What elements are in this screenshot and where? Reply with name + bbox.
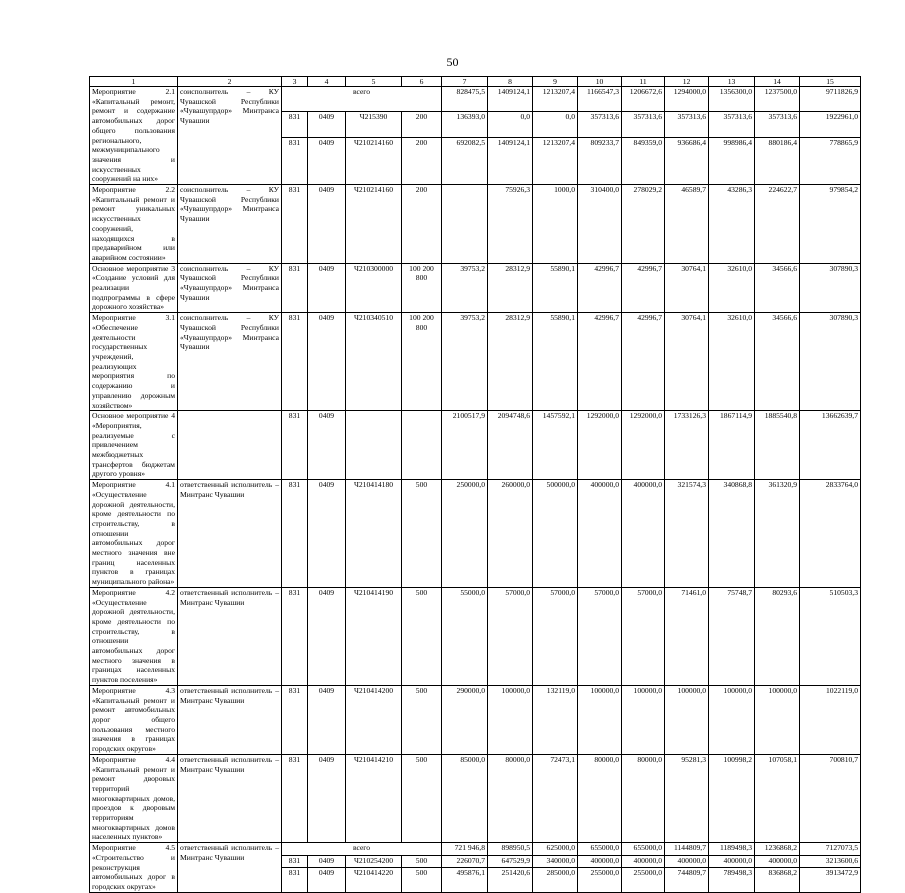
year-value-cell: 100000,0 (755, 685, 800, 754)
column-header: 4 (308, 77, 346, 87)
table-row (90, 263, 861, 313)
table-row (90, 313, 861, 411)
measure-description: Мероприятие 4.1 «Осуществление дорожной деятельности, кроме деятельности по строительству, в отношении автомобильных дорог местного значения вне границ населенных пунктов в границах муниципального района» (90, 480, 178, 588)
expense-type-code: 500 (402, 480, 442, 588)
year-value-cell: 1292000,0 (622, 411, 665, 480)
year-value-cell: 224622,7 (755, 185, 800, 264)
year-value-cell: 1144809,7 (665, 843, 709, 855)
year-value-cell: 28312,9 (488, 313, 533, 411)
year-value-cell: 1237500,0 (755, 87, 800, 112)
measure-description: Мероприятие 3.1 «Обеспечение деятельности государственных учреждений, реализующих мероприятия по содержанию и управлению дорожным хозяйством» (90, 313, 178, 411)
column-header: 6 (402, 77, 442, 87)
year-value-cell: 357313,6 (755, 112, 800, 137)
table-row (90, 480, 861, 588)
year-value-cell: 400000,0 (622, 480, 665, 588)
year-value-cell: 1867114,9 (709, 411, 755, 480)
year-value-cell: 100000,0 (578, 685, 622, 754)
year-value-cell: 80000,0 (622, 754, 665, 842)
year-value-cell: 95281,3 (665, 754, 709, 842)
year-value-cell: 400000,0 (665, 855, 709, 867)
year-value-cell: 43286,3 (709, 185, 755, 264)
year-value-cell: 2094748,6 (488, 411, 533, 480)
responsible-executor: ответственный исполнитель – Минтранс Чувашии (178, 685, 282, 754)
column-header: 8 (488, 77, 533, 87)
expense-type-code (402, 411, 442, 480)
year-value-cell: 1213207,4 (533, 137, 578, 184)
year-value-cell: 400000,0 (755, 855, 800, 867)
target-article-code: Ч210254200 (346, 855, 402, 867)
grbs-code: 831 (282, 587, 308, 685)
grbs-code: 831 (282, 685, 308, 754)
year-value-cell: 647529,9 (488, 855, 533, 867)
year-value-cell: 55000,0 (442, 587, 488, 685)
total-value-cell: 3213600,6 (800, 855, 861, 867)
section-code: 0409 (308, 587, 346, 685)
column-header: 10 (578, 77, 622, 87)
year-value-cell: 400000,0 (578, 855, 622, 867)
grbs-code: 831 (282, 855, 308, 867)
year-value-cell: 71461,0 (665, 587, 709, 685)
expense-type-code: 500 (402, 754, 442, 842)
responsible-executor: соисполнитель – КУ Чувашской Республики «Чувашупрдор» Минтранса Чувашии (178, 87, 282, 185)
year-value-cell: 310400,0 (578, 185, 622, 264)
page-number: 50 (446, 55, 459, 69)
total-label: всего (282, 843, 442, 855)
year-value-cell: 100000,0 (665, 685, 709, 754)
year-value-cell: 1292000,0 (578, 411, 622, 480)
year-value-cell: 100000,0 (488, 685, 533, 754)
year-value-cell: 1166547,3 (578, 87, 622, 112)
grbs-code: 831 (282, 313, 308, 411)
section-code: 0409 (308, 411, 346, 480)
year-value-cell: 1206672,6 (622, 87, 665, 112)
year-value-cell: 28312,9 (488, 263, 533, 313)
measure-description: Мероприятие 4.3 «Капитальный ремонт и ремонт автомобильных дорог общего пользования местного значения в границах городских округов» (90, 685, 178, 754)
column-header: 9 (533, 77, 578, 87)
year-value-cell: 42996,7 (622, 263, 665, 313)
year-value-cell: 357313,6 (665, 112, 709, 137)
section-code: 0409 (308, 480, 346, 588)
year-value-cell: 809233,7 (578, 137, 622, 184)
target-article-code: Ч210214160 (346, 137, 402, 184)
year-value-cell: 357313,6 (578, 112, 622, 137)
expense-type-code: 500 (402, 868, 442, 893)
measure-description: Мероприятие 4.2 «Осуществление дорожной деятельности, кроме деятельности по строительству, в отношении автомобильных дорог местного значения в границах населенных пунктов поселения» (90, 587, 178, 685)
year-value-cell: 32610,0 (709, 263, 755, 313)
year-value-cell: 500000,0 (533, 480, 578, 588)
year-value-cell: 132119,0 (533, 685, 578, 754)
year-value-cell: 32610,0 (709, 313, 755, 411)
expense-type-code: 500 (402, 685, 442, 754)
expense-type-code: 100 200 800 (402, 313, 442, 411)
year-value-cell: 849359,0 (622, 137, 665, 184)
column-header: 7 (442, 77, 488, 87)
total-value-cell: 510503,3 (800, 587, 861, 685)
table-row (90, 685, 861, 754)
year-value-cell: 42996,7 (578, 313, 622, 411)
year-value-cell: 57000,0 (578, 587, 622, 685)
year-value-cell: 0,0 (488, 112, 533, 137)
total-value-cell: 9711826,9 (800, 87, 861, 112)
year-value-cell: 100000,0 (709, 685, 755, 754)
total-value-cell: 1922961,0 (800, 112, 861, 137)
expense-type-code: 200 (402, 185, 442, 264)
year-value-cell: 1236868,2 (755, 843, 800, 855)
total-value-cell: 979854,2 (800, 185, 861, 264)
year-value-cell: 251420,6 (488, 868, 533, 893)
year-value-cell: 744809,7 (665, 868, 709, 893)
year-value-cell: 400000,0 (578, 480, 622, 588)
year-value-cell: 936686,4 (665, 137, 709, 184)
year-value-cell: 1294000,0 (665, 87, 709, 112)
year-value-cell: 72473,1 (533, 754, 578, 842)
budget-table (89, 76, 861, 893)
responsible-executor: соисполнитель – КУ Чувашской Республики «Чувашупрдор» Минтранса Чувашии (178, 185, 282, 264)
year-value-cell: 1885540,8 (755, 411, 800, 480)
year-value-cell: 39753,2 (442, 263, 488, 313)
year-value-cell: 340868,8 (709, 480, 755, 588)
measure-description: Мероприятие 2.2 «Капитальный ремонт и ремонт уникальных искусственных сооружений, находящихся в предаварийном или аварийном состоянии» (90, 185, 178, 264)
section-code: 0409 (308, 137, 346, 184)
column-header: 11 (622, 77, 665, 87)
year-value-cell: 75748,7 (709, 587, 755, 685)
year-value-cell: 30764,1 (665, 313, 709, 411)
total-value-cell: 2833764,0 (800, 480, 861, 588)
year-value-cell: 0,0 (533, 112, 578, 137)
responsible-executor (178, 411, 282, 480)
year-value-cell: 1356300,0 (709, 87, 755, 112)
year-value-cell: 898950,5 (488, 843, 533, 855)
grbs-code: 831 (282, 480, 308, 588)
measure-description: Мероприятие 4.4 «Капитальный ремонт и ремонт дворовых территорий многоквартирных домов, проездов к дворовым территориям многоквартирных домов населенных пунктов» (90, 754, 178, 842)
year-value-cell: 1733126,3 (665, 411, 709, 480)
column-header: 3 (282, 77, 308, 87)
year-value-cell: 880186,4 (755, 137, 800, 184)
year-value-cell: 290000,0 (442, 685, 488, 754)
total-label: всего (282, 87, 442, 112)
responsible-executor: ответственный исполнитель – Минтранс Чувашии (178, 480, 282, 588)
year-value-cell: 357313,6 (709, 112, 755, 137)
year-value-cell: 1457592,1 (533, 411, 578, 480)
expense-type-code: 500 (402, 855, 442, 867)
year-value-cell: 250000,0 (442, 480, 488, 588)
grbs-code: 831 (282, 137, 308, 184)
year-value-cell: 655000,0 (622, 843, 665, 855)
year-value-cell: 285000,0 (533, 868, 578, 893)
responsible-executor: ответственный исполнитель – Минтранс Чувашии (178, 587, 282, 685)
column-header: 14 (755, 77, 800, 87)
year-value-cell: 1409124,1 (488, 137, 533, 184)
table-row (90, 87, 861, 112)
year-value-cell: 30764,1 (665, 263, 709, 313)
total-value-cell: 778865,9 (800, 137, 861, 184)
section-code: 0409 (308, 263, 346, 313)
year-value-cell: 100000,0 (622, 685, 665, 754)
column-header: 12 (665, 77, 709, 87)
year-value-cell: 34566,6 (755, 263, 800, 313)
column-header: 13 (709, 77, 755, 87)
table-row (90, 411, 861, 480)
measure-description: Основное мероприятие 3 «Создание условий для реализации подпрограммы в сфере дорожного хозяйства» (90, 263, 178, 313)
year-value-cell: 100998,2 (709, 754, 755, 842)
year-value-cell: 80293,6 (755, 587, 800, 685)
grbs-code: 831 (282, 754, 308, 842)
grbs-code: 831 (282, 263, 308, 313)
year-value-cell: 321574,3 (665, 480, 709, 588)
year-value-cell: 55890,1 (533, 313, 578, 411)
section-code: 0409 (308, 855, 346, 867)
year-value-cell: 721 946,8 (442, 843, 488, 855)
year-value-cell: 828475,5 (442, 87, 488, 112)
total-value-cell: 1022119,0 (800, 685, 861, 754)
target-article-code: Ч210414220 (346, 868, 402, 893)
year-value-cell: 85000,0 (442, 754, 488, 842)
expense-type-code: 200 (402, 112, 442, 137)
responsible-executor: соисполнитель – КУ Чувашской Республики «Чувашупрдор» Минтранса Чувашии (178, 263, 282, 313)
year-value-cell: 1213207,4 (533, 87, 578, 112)
column-header: 2 (178, 77, 282, 87)
section-code: 0409 (308, 112, 346, 137)
expense-type-code: 200 (402, 137, 442, 184)
table-row (90, 587, 861, 685)
year-value-cell: 495876,1 (442, 868, 488, 893)
year-value-cell: 226070,7 (442, 855, 488, 867)
year-value-cell: 655000,0 (578, 843, 622, 855)
year-value-cell: 34566,6 (755, 313, 800, 411)
year-value-cell: 57000,0 (488, 587, 533, 685)
column-header: 5 (346, 77, 402, 87)
year-value-cell: 57000,0 (533, 587, 578, 685)
grbs-code: 831 (282, 112, 308, 137)
year-value-cell: 340000,0 (533, 855, 578, 867)
year-value-cell: 400000,0 (709, 855, 755, 867)
section-code: 0409 (308, 685, 346, 754)
year-value-cell: 42996,7 (622, 313, 665, 411)
section-code: 0409 (308, 754, 346, 842)
header-row (90, 77, 861, 87)
grbs-code: 831 (282, 411, 308, 480)
table-row (90, 843, 861, 855)
grbs-code: 831 (282, 868, 308, 893)
target-article-code: Ч210414180 (346, 480, 402, 588)
year-value-cell: 46589,7 (665, 185, 709, 264)
total-value-cell: 700810,7 (800, 754, 861, 842)
year-value-cell: 107058,1 (755, 754, 800, 842)
year-value-cell: 400000,0 (622, 855, 665, 867)
year-value-cell: 789498,3 (709, 868, 755, 893)
target-article-code: Ч210414210 (346, 754, 402, 842)
year-value-cell: 998986,4 (709, 137, 755, 184)
section-code: 0409 (308, 185, 346, 264)
year-value-cell: 80000,0 (578, 754, 622, 842)
year-value-cell: 2100517,9 (442, 411, 488, 480)
year-value-cell: 357313,6 (622, 112, 665, 137)
table-row (90, 754, 861, 842)
year-value-cell: 80000,0 (488, 754, 533, 842)
target-article-code: Ч215390 (346, 112, 402, 137)
year-value-cell: 260000,0 (488, 480, 533, 588)
year-value-cell: 55890,1 (533, 263, 578, 313)
year-value-cell: 1409124,1 (488, 87, 533, 112)
total-value-cell: 307890,3 (800, 263, 861, 313)
measure-description: Основное мероприятие 4 «Мероприятия, реализуемые с привлечением межбюджетных трансфертов бюджетам другого уровня» (90, 411, 178, 480)
year-value-cell: 136393,0 (442, 112, 488, 137)
measure-description: Мероприятие 4.5 «Строительство и реконструкция автомобильных дорог в городских округах» (90, 843, 178, 893)
year-value-cell: 1189498,3 (709, 843, 755, 855)
target-article-code: Ч210414190 (346, 587, 402, 685)
total-value-cell: 7127073,5 (800, 843, 861, 855)
expense-type-code: 500 (402, 587, 442, 685)
column-header: 15 (800, 77, 861, 87)
responsible-executor: ответственный исполнитель – Минтранс Чувашии (178, 754, 282, 842)
year-value-cell: 625000,0 (533, 843, 578, 855)
total-value-cell: 13662639,7 (800, 411, 861, 480)
responsible-executor: ответственный исполнитель – Минтранс Чувашии (178, 843, 282, 893)
responsible-executor: соисполнитель – КУ Чувашской Республики «Чувашупрдор» Минтранса Чувашии (178, 313, 282, 411)
year-value-cell: 692082,5 (442, 137, 488, 184)
expense-type-code: 100 200 800 (402, 263, 442, 313)
year-value-cell: 42996,7 (578, 263, 622, 313)
year-value-cell: 75926,3 (488, 185, 533, 264)
total-value-cell: 3913472,9 (800, 868, 861, 893)
target-article-code: Ч210214160 (346, 185, 402, 264)
year-value-cell (442, 185, 488, 264)
year-value-cell: 39753,2 (442, 313, 488, 411)
section-code: 0409 (308, 313, 346, 411)
year-value-cell: 255000,0 (578, 868, 622, 893)
year-value-cell: 57000,0 (622, 587, 665, 685)
year-value-cell: 836868,2 (755, 868, 800, 893)
column-header: 1 (90, 77, 178, 87)
year-value-cell: 278029,2 (622, 185, 665, 264)
table-row (90, 185, 861, 264)
section-code: 0409 (308, 868, 346, 893)
year-value-cell: 361320,9 (755, 480, 800, 588)
year-value-cell: 1000,0 (533, 185, 578, 264)
grbs-code: 831 (282, 185, 308, 264)
target-article-code: Ч210300000 (346, 263, 402, 313)
target-article-code: Ч210340510 (346, 313, 402, 411)
total-value-cell: 307890,3 (800, 313, 861, 411)
target-article-code (346, 411, 402, 480)
year-value-cell: 255000,0 (622, 868, 665, 893)
target-article-code: Ч210414200 (346, 685, 402, 754)
measure-description: Мероприятие 2.1 «Капитальный ремонт, ремонт и содержание автомобильных дорог общего пользования регионального, межмуниципального значения и искусственных сооружений на них» (90, 87, 178, 185)
